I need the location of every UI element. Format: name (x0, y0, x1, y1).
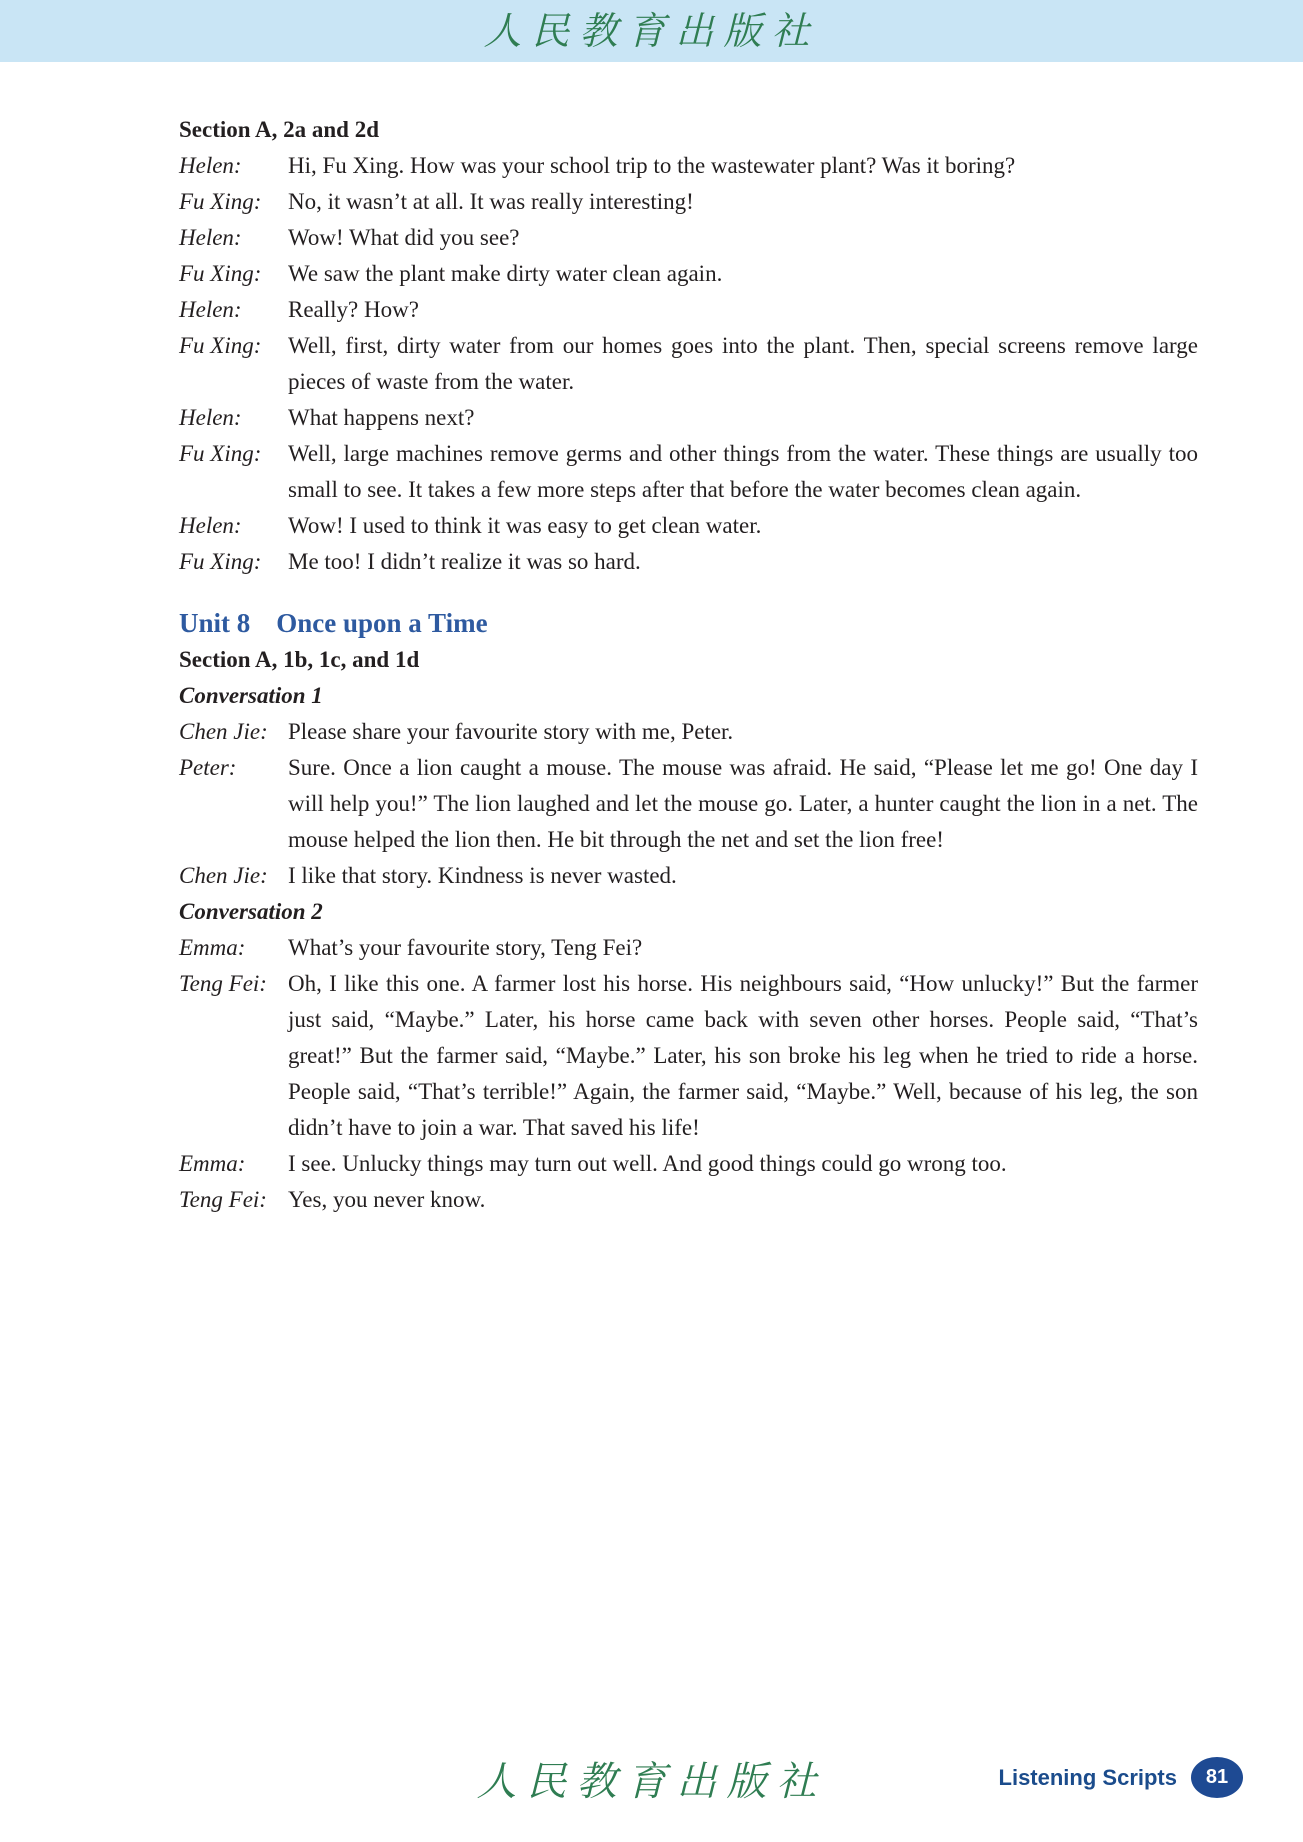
speaker-name: Chen Jie: (179, 863, 268, 888)
utterance: Me too! I didn’t realize it was so hard. (288, 549, 641, 574)
utterance: Wow! What did you see? (288, 225, 520, 250)
unit-heading (179, 604, 1198, 642)
utterance: Really? How? (288, 297, 419, 322)
utterance: Sure. Once a lion caught a mouse. The mouse was afraid. He said, “Please let me go! One day I will help you!” The lion laughed and let the mouse go. Later, a hunter caught the lion in a net. The mouse helped the lion then. He bit through the net and set the lion free! (288, 755, 1198, 852)
utterance: Well, large machines remove germs and other things from the water. These things are usually too small to see. It takes a few more steps after that before the water becomes clean again. (288, 441, 1198, 502)
unit-title: Once upon a Time (276, 608, 488, 638)
utterance: Please share your favourite story with me, Peter. (288, 719, 734, 744)
dialogue-row (179, 436, 1198, 508)
dialogue-row (179, 220, 1198, 256)
utterance: I like that story. Kindness is never wasted. (288, 863, 677, 888)
utterance: Hi, Fu Xing. How was your school trip to the wastewater plant? Was it boring? (288, 153, 1016, 178)
dialogue-row (179, 1182, 1198, 1218)
dialogue-row (179, 930, 1198, 966)
utterance: What’s your favourite story, Teng Fei? (288, 935, 643, 960)
listening-scripts-content (179, 112, 1198, 1218)
publisher-calligraphy-header: 人民教育出版社 (483, 9, 820, 53)
dialogue-row (179, 544, 1198, 580)
speaker-name: Helen: (179, 297, 242, 322)
speaker-name: Chen Jie: (179, 719, 268, 744)
dialogue-row (179, 1146, 1198, 1182)
dialogue-row (179, 714, 1198, 750)
speaker-name: Fu Xing: (179, 441, 262, 466)
publisher-calligraphy-footer: 人民教育出版社 (476, 1759, 827, 1805)
utterance: Wow! I used to think it was easy to get clean water. (288, 513, 762, 538)
dialogue-row (179, 256, 1198, 292)
utterance: Well, first, dirty water from our homes goes into the plant. Then, special screens remove large pieces of waste from the water. (288, 333, 1198, 394)
page-number-badge: 81 (1191, 1757, 1243, 1798)
header-banner (0, 0, 1303, 62)
dialogue-row (179, 328, 1198, 400)
speaker-name: Peter: (179, 755, 237, 780)
unit-number: Unit 8 (179, 608, 251, 638)
speaker-name: Fu Xing: (179, 261, 262, 286)
dialogue-row (179, 292, 1198, 328)
speaker-name: Fu Xing: (179, 333, 262, 358)
utterance: Oh, I like this one. A farmer lost his horse. His neighbours said, “How unlucky!” But the farmer just said, “Maybe.” Later, his horse came back with seven other horses. People said, “That’s great!” But the farmer said, “Maybe.” Later, his son broke his leg when he tried to ride a horse. People said, “That’s terrible!” Again, the farmer said, “Maybe.” Well, because of his leg, the son didn’t have to join a war. That saved his life! (288, 971, 1198, 1140)
dialogue-row (179, 858, 1198, 894)
section-heading: Section A, 1b, 1c, and 1d (179, 647, 420, 672)
speaker-name: Teng Fei: (179, 971, 267, 996)
dialogue-row (179, 400, 1198, 436)
utterance: No, it wasn’t at all. It was really interesting! (288, 189, 694, 214)
dialogue-row (179, 184, 1198, 220)
speaker-name: Fu Xing: (179, 549, 262, 574)
dialogue-row (179, 508, 1198, 544)
dialogue-row (179, 750, 1198, 858)
speaker-name: Helen: (179, 405, 242, 430)
utterance: I see. Unlucky things may turn out well. And good things could go wrong too. (288, 1151, 1007, 1176)
dialogue-row (179, 148, 1198, 184)
footer-calligraphy-wrap (0, 1759, 1303, 1805)
footer-section-label: Listening Scripts (998, 1764, 1177, 1790)
speaker-name: Helen: (179, 153, 242, 178)
utterance: What happens next? (288, 405, 475, 430)
dialogue-row (179, 966, 1198, 1146)
speaker-name: Helen: (179, 225, 242, 250)
speaker-name: Fu Xing: (179, 189, 262, 214)
conversation-heading: Conversation 2 (179, 899, 323, 924)
speaker-name: Emma: (179, 935, 246, 960)
section-heading: Section A, 2a and 2d (179, 117, 380, 142)
utterance: Yes, you never know. (288, 1187, 486, 1212)
speaker-name: Teng Fei: (179, 1187, 267, 1212)
speaker-name: Emma: (179, 1151, 246, 1176)
speaker-name: Helen: (179, 513, 242, 538)
utterance: We saw the plant make dirty water clean again. (288, 261, 723, 286)
conversation-heading: Conversation 1 (179, 683, 323, 708)
